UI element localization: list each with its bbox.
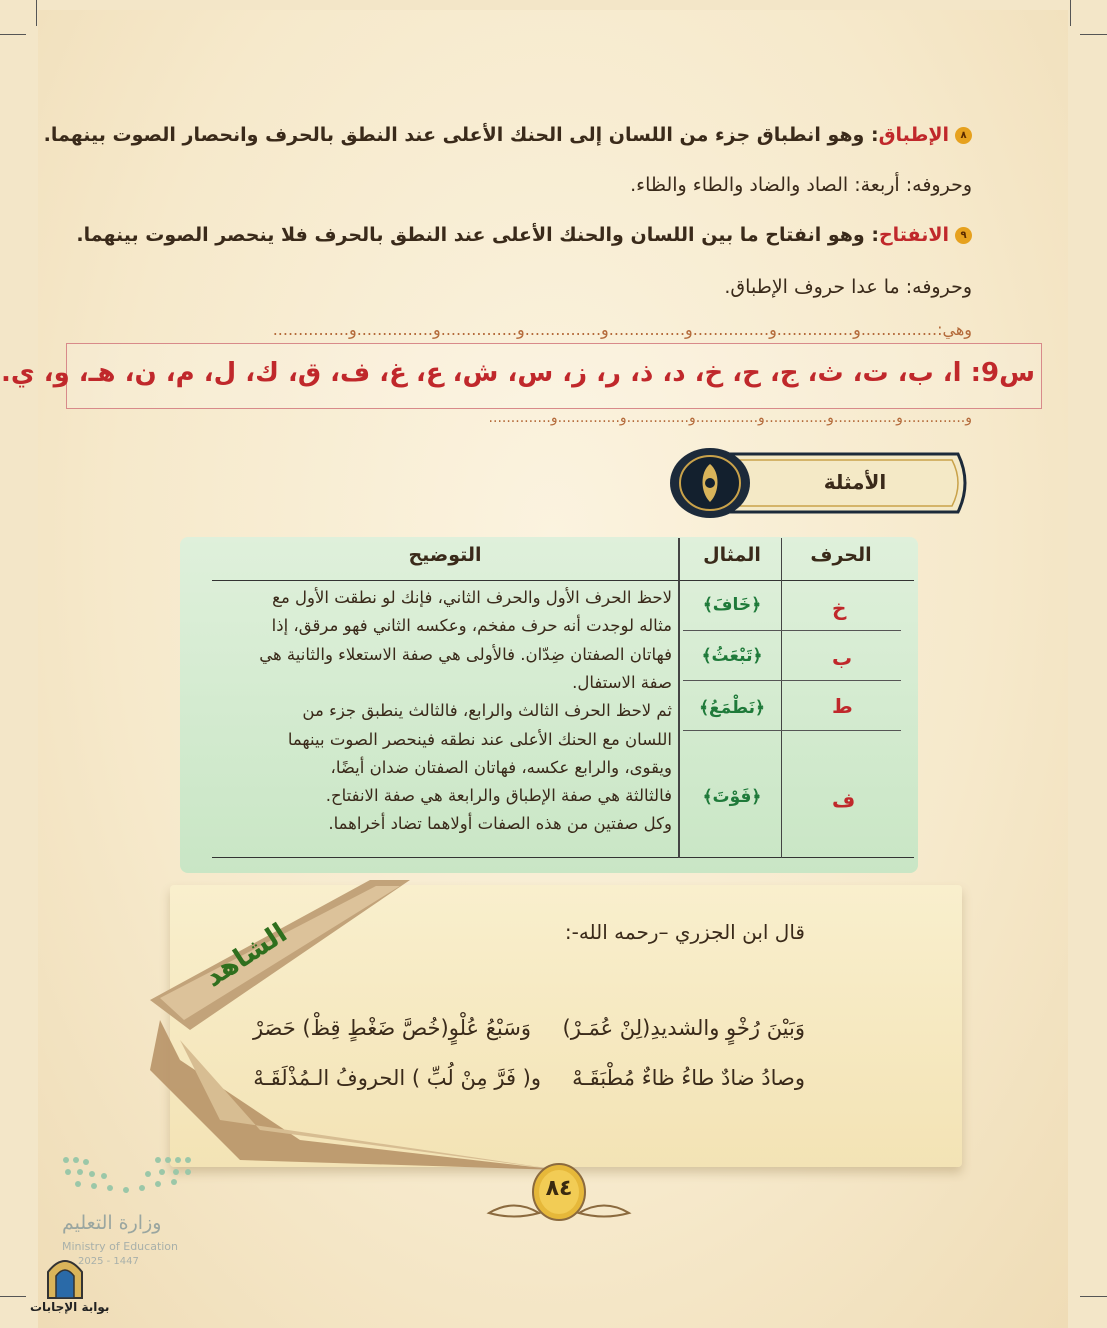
table-letter: ط <box>832 694 853 718</box>
answer-box <box>0 343 1042 409</box>
section-9-text: : وهو انفتاح ما بين اللسان والحنك الأعلى عند النطق بالحرف فلا ينحصر الصوت بينهما. <box>76 224 879 246</box>
table-example: ﴿خَافَ﴾ <box>702 595 762 615</box>
explanation-line: فهاتان الصفتان ضِدّان. فالأولى هي صفة الاستعلاء والثانية هي <box>259 645 672 664</box>
gate-icon <box>44 1254 86 1300</box>
exercise-dots-1: ...............و...............و...............و...............و...............و...............و...............و............... <box>272 320 938 339</box>
exercise-dots-2: و..............و..............و..............و..............و..............و..............و.............. <box>488 410 972 426</box>
ministry-name-ar: وزارة التعليم <box>62 1212 162 1234</box>
table-letter: خ <box>832 596 847 620</box>
answer-text: س9: ا، ب، ت، ث، ج، ح، خ، د، ذ، ر، ز، س، ش، ع، غ، ف، ق، ك، ل، م، ن، هـ، و، ي. <box>0 358 1035 388</box>
crop-mark <box>1080 34 1107 35</box>
exercise-lead: وهي: <box>937 320 972 339</box>
verse-1-left: وَسَبْعُ عُلْوٍ(خُصَّ ضَغْطٍ قِظْ) حَصَرْ <box>252 1016 531 1040</box>
explanation-line: لاحظ الحرف الأول والحرف الثاني، فإنك لو نطقت الأول مع <box>272 588 672 607</box>
table-letter: ف <box>832 788 856 812</box>
shahid-ribbon-label: الشاهد <box>199 917 293 994</box>
site-name: بوابة الإجابات <box>30 1300 110 1314</box>
section-8-number: ٨ <box>955 127 972 144</box>
table-example: ﴿نَطْمَعُ﴾ <box>699 698 765 718</box>
row-rule <box>683 630 901 631</box>
section-9-definition <box>76 224 972 246</box>
column-divider <box>678 538 680 858</box>
explanation-line: صفة الاستفال. <box>572 673 672 692</box>
section-9-term: الانفتاح <box>878 224 949 246</box>
verse-2-right: وصادُ ضادٌ طاءُ ظاءٌ مُطْبَقَـهْ <box>572 1066 805 1090</box>
section-9-letters: وحروفه: ما عدا حروف الإطباق. <box>724 276 972 298</box>
exercise-lead-line <box>273 320 972 339</box>
crop-mark <box>0 34 26 35</box>
header-example: المثال <box>703 544 761 566</box>
explanation-line: ويقوى، والرابع عكسه، فهاتان الصفتان ضدان أيضًا، <box>330 758 672 777</box>
row-rule <box>683 680 901 681</box>
section-8-term: الإطباق <box>878 124 949 146</box>
header-rule <box>212 580 914 581</box>
row-rule <box>683 730 901 731</box>
shahid-intro: قال ابن الجزري –رحمه الله-: <box>564 920 805 944</box>
section-8-text: : وهو انطباق جزء من اللسان إلى الحنك الأعلى عند النطق بالحرف وانحصار الصوت بينهما. <box>43 124 879 146</box>
section-8-letters: وحروفه: أربعة: الصاد والضاد والطاء والظاء. <box>630 174 972 196</box>
column-divider <box>781 538 782 858</box>
edition-year: 2025 - 1447 <box>78 1256 139 1267</box>
page-number: ٨٤ <box>545 1176 573 1201</box>
explanation-line: ثم لاحظ الحرف الثالث والرابع، فالثالث ينطبق جزء من <box>302 701 672 720</box>
table-example: ﴿فَوْتَ﴾ <box>702 787 762 807</box>
header-explanation: التوضيح <box>408 544 482 566</box>
crop-mark <box>1080 1296 1107 1297</box>
header-letter: الحرف <box>810 544 872 566</box>
explanation-line: وكل صفتين من هذه الصفات أولاهما تضاد أخراهما. <box>328 814 672 833</box>
ministry-name-en: Ministry of Education <box>62 1240 179 1253</box>
ministry-dots-icon <box>58 1152 198 1200</box>
section-9-number: ٩ <box>955 227 972 244</box>
explanation-line: فالثالثة هي صفة الإطباق والرابعة هي صفة الانفتاح. <box>325 786 672 805</box>
bottom-rule <box>212 857 914 858</box>
explanation-line: اللسان مع الحنك الأعلى عند نطقه فينحصر الصوت بينهما <box>287 730 672 749</box>
crop-mark <box>0 1296 26 1297</box>
table-letter: ب <box>832 646 853 670</box>
crop-mark <box>36 0 37 26</box>
section-8-definition <box>44 124 972 146</box>
crop-mark <box>1070 0 1071 26</box>
verse-2-left: و( فَرَّ مِنْ لُبِّ ) الحروفُ الـمُذْلَقَـهْ <box>253 1066 541 1090</box>
explanation-line: مثاله لوجدت أنه حرف مفخم، وعكسه الثاني فهو مرقق، إذا <box>271 616 672 635</box>
verse-1-right: وَبَيْنَ رُخْوٍ والشديدِ(لِنْ عُمَـرْ) <box>562 1016 805 1040</box>
table-example: ﴿تَبْعَثُ﴾ <box>701 646 763 666</box>
examples-title: الأمثلة <box>823 470 887 494</box>
